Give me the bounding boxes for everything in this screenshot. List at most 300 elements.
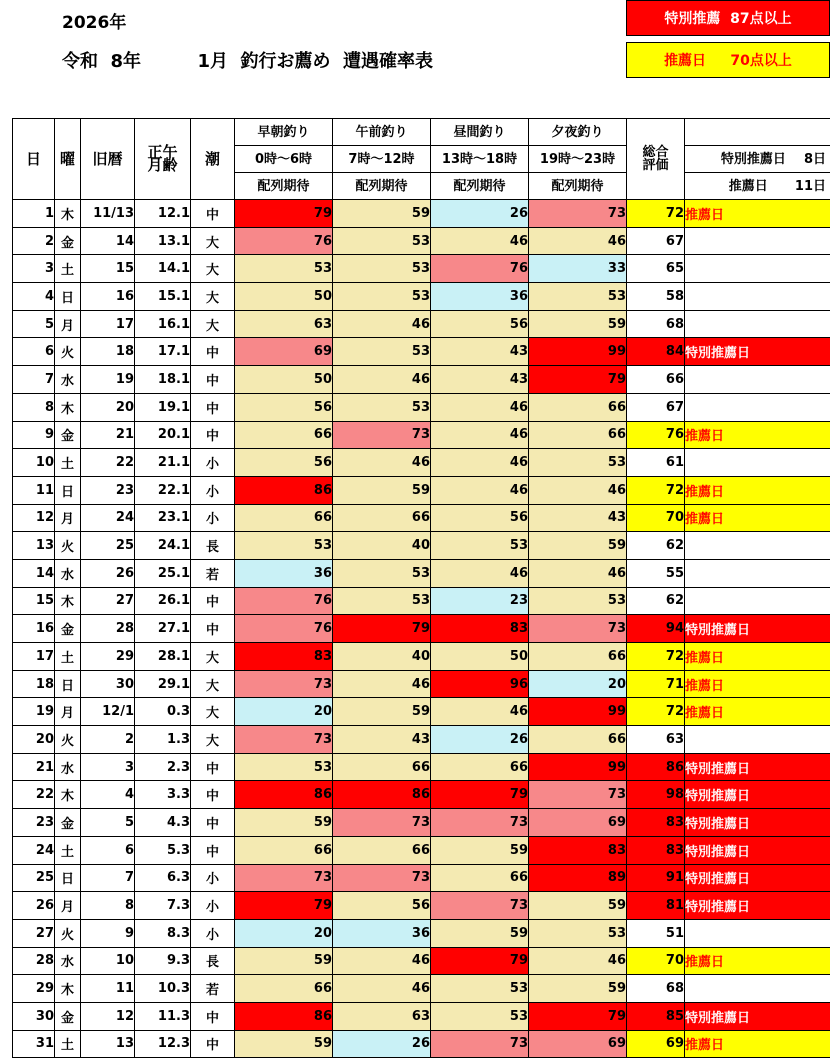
- score-cell: 59: [529, 310, 627, 338]
- table-row: [13, 1002, 830, 1030]
- period-hours-morning: 7時〜12時: [333, 146, 431, 173]
- table-row: [13, 643, 830, 671]
- score-cell: 66: [529, 393, 627, 421]
- tide-cell: 長: [191, 947, 235, 975]
- moon-age-cell: 10.3: [135, 975, 191, 1003]
- period-expect-morning: 配列期待: [333, 173, 431, 200]
- moon-age-cell: 13.1: [135, 227, 191, 255]
- score-cell: 53: [333, 393, 431, 421]
- weekday-cell: 土: [55, 255, 81, 283]
- table-row: [13, 421, 830, 449]
- tide-cell: 小: [191, 504, 235, 532]
- recommendation-cell: [685, 366, 830, 394]
- lunar-date-cell: 11: [81, 975, 135, 1003]
- recommendation-cell: [685, 227, 830, 255]
- lunar-date-cell: 8: [81, 892, 135, 920]
- day-cell: 10: [13, 449, 55, 477]
- score-cell: 59: [431, 919, 529, 947]
- period-name-daytime: 昼間釣り: [431, 119, 529, 146]
- score-cell: 53: [431, 975, 529, 1003]
- score-cell: 73: [529, 615, 627, 643]
- score-cell: 66: [333, 836, 431, 864]
- day-cell: 2: [13, 227, 55, 255]
- lunar-date-cell: 12/1: [81, 698, 135, 726]
- tide-cell: 中: [191, 1030, 235, 1058]
- tide-cell: 中: [191, 836, 235, 864]
- lunar-date-cell: 24: [81, 504, 135, 532]
- moon-age-cell: 12.3: [135, 1030, 191, 1058]
- total-score-cell: 83: [627, 809, 685, 837]
- recommendation-cell: 推薦日: [685, 947, 830, 975]
- score-cell: 46: [431, 449, 529, 477]
- score-cell: 53: [333, 587, 431, 615]
- lunar-date-cell: 7: [81, 864, 135, 892]
- score-cell: 26: [333, 1030, 431, 1058]
- tide-cell: 小: [191, 449, 235, 477]
- moon-age-cell: 0.3: [135, 698, 191, 726]
- lunar-date-cell: 28: [81, 615, 135, 643]
- table-row: [13, 338, 830, 366]
- score-cell: 86: [235, 1002, 333, 1030]
- table-row: [13, 698, 830, 726]
- moon-age-cell: 6.3: [135, 864, 191, 892]
- lunar-date-cell: 15: [81, 255, 135, 283]
- total-score-cell: 69: [627, 1030, 685, 1058]
- table-row: [13, 449, 830, 477]
- score-cell: 46: [333, 366, 431, 394]
- score-cell: 76: [431, 255, 529, 283]
- table-row: [13, 975, 830, 1003]
- score-cell: 46: [333, 947, 431, 975]
- total-score-cell: 51: [627, 919, 685, 947]
- moon-age-cell: 19.1: [135, 393, 191, 421]
- score-cell: 46: [529, 227, 627, 255]
- weekday-cell: 土: [55, 643, 81, 671]
- day-cell: 20: [13, 726, 55, 754]
- recommendation-cell: 推薦日: [685, 200, 830, 228]
- tide-cell: 大: [191, 227, 235, 255]
- score-cell: 46: [431, 559, 529, 587]
- score-cell: 89: [529, 864, 627, 892]
- period-name-evening: 夕夜釣り: [529, 119, 627, 146]
- moon-age-cell: 3.3: [135, 781, 191, 809]
- score-cell: 46: [529, 947, 627, 975]
- score-cell: 66: [333, 504, 431, 532]
- score-cell: 66: [529, 421, 627, 449]
- score-cell: 73: [235, 670, 333, 698]
- score-cell: 50: [235, 283, 333, 311]
- day-cell: 28: [13, 947, 55, 975]
- table-row: [13, 947, 830, 975]
- lunar-date-cell: 25: [81, 532, 135, 560]
- recommendation-cell: [685, 919, 830, 947]
- score-cell: 99: [529, 338, 627, 366]
- score-cell: 73: [431, 892, 529, 920]
- period-hours-early: 0時〜6時: [235, 146, 333, 173]
- day-cell: 17: [13, 643, 55, 671]
- score-cell: 86: [235, 476, 333, 504]
- weekday-cell: 火: [55, 532, 81, 560]
- score-cell: 69: [235, 338, 333, 366]
- tide-cell: 小: [191, 864, 235, 892]
- tide-cell: 中: [191, 809, 235, 837]
- score-cell: 36: [431, 283, 529, 311]
- score-cell: 46: [333, 975, 431, 1003]
- score-cell: 46: [431, 393, 529, 421]
- score-cell: 79: [431, 781, 529, 809]
- recommendation-cell: [685, 559, 830, 587]
- moon-age-cell: 8.3: [135, 919, 191, 947]
- recommendation-cell: [685, 726, 830, 754]
- lunar-date-cell: 19: [81, 366, 135, 394]
- recommendation-cell: 特別推薦日: [685, 781, 830, 809]
- tide-cell: 小: [191, 892, 235, 920]
- score-cell: 66: [235, 836, 333, 864]
- day-cell: 30: [13, 1002, 55, 1030]
- score-cell: 76: [235, 587, 333, 615]
- score-cell: 53: [431, 532, 529, 560]
- table-row: [13, 227, 830, 255]
- score-cell: 66: [529, 726, 627, 754]
- score-cell: 20: [235, 698, 333, 726]
- score-cell: 59: [235, 1030, 333, 1058]
- tide-cell: 若: [191, 975, 235, 1003]
- tide-cell: 中: [191, 200, 235, 228]
- moon-age-cell: 28.1: [135, 643, 191, 671]
- total-score-cell: 62: [627, 587, 685, 615]
- score-cell: 50: [431, 643, 529, 671]
- total-line1: 総合: [642, 145, 668, 160]
- header-year: 2026年: [62, 8, 126, 33]
- recommendation-cell: 推薦日: [685, 670, 830, 698]
- table-row: [13, 366, 830, 394]
- score-cell: 56: [235, 393, 333, 421]
- score-cell: 66: [431, 864, 529, 892]
- lunar-date-cell: 21: [81, 421, 135, 449]
- tide-cell: 中: [191, 1002, 235, 1030]
- moon-age-cell: 27.1: [135, 615, 191, 643]
- score-cell: 66: [431, 753, 529, 781]
- total-score-cell: 72: [627, 476, 685, 504]
- tide-cell: 中: [191, 421, 235, 449]
- recommendation-cell: [685, 255, 830, 283]
- day-cell: 8: [13, 393, 55, 421]
- lunar-date-cell: 5: [81, 809, 135, 837]
- table-row: [13, 919, 830, 947]
- recommendation-cell: [685, 393, 830, 421]
- score-cell: 73: [529, 200, 627, 228]
- tide-cell: 中: [191, 781, 235, 809]
- recommendation-cell: [685, 283, 830, 311]
- weekday-cell: 月: [55, 698, 81, 726]
- score-cell: 59: [333, 476, 431, 504]
- lunar-date-cell: 22: [81, 449, 135, 477]
- table-row: [13, 587, 830, 615]
- lunar-date-cell: 11/13: [81, 200, 135, 228]
- lunar-date-cell: 2: [81, 726, 135, 754]
- moon-age-cell: 26.1: [135, 587, 191, 615]
- score-cell: 53: [529, 283, 627, 311]
- weekday-cell: 日: [55, 476, 81, 504]
- score-cell: 73: [235, 726, 333, 754]
- score-cell: 66: [235, 504, 333, 532]
- weekday-cell: 日: [55, 283, 81, 311]
- score-cell: 53: [333, 227, 431, 255]
- weekday-cell: 月: [55, 504, 81, 532]
- period-name-morning: 午前釣り: [333, 119, 431, 146]
- lunar-date-cell: 18: [81, 338, 135, 366]
- moon-age-cell: 21.1: [135, 449, 191, 477]
- weekday-cell: 水: [55, 366, 81, 394]
- period-hours-evening: 19時〜23時: [529, 146, 627, 173]
- tide-cell: 中: [191, 615, 235, 643]
- score-cell: 53: [431, 1002, 529, 1030]
- day-cell: 16: [13, 615, 55, 643]
- score-cell: 76: [235, 227, 333, 255]
- period-expect-early: 配列期待: [235, 173, 333, 200]
- recommendation-cell: [685, 449, 830, 477]
- total-score-cell: 61: [627, 449, 685, 477]
- day-cell: 5: [13, 310, 55, 338]
- tide-cell: 大: [191, 283, 235, 311]
- total-score-cell: 70: [627, 504, 685, 532]
- score-cell: 73: [431, 809, 529, 837]
- weekday-cell: 金: [55, 1002, 81, 1030]
- col-header-moon-age: [135, 119, 191, 200]
- col-header-weekday: 曜: [55, 119, 81, 200]
- total-score-cell: 68: [627, 975, 685, 1003]
- weekday-cell: 水: [55, 947, 81, 975]
- recommendation-cell: 推薦日: [685, 1030, 830, 1058]
- total-score-cell: 81: [627, 892, 685, 920]
- score-cell: 43: [333, 726, 431, 754]
- col-header-total: [627, 119, 685, 200]
- score-cell: 83: [529, 836, 627, 864]
- recommendation-cell: [685, 310, 830, 338]
- weekday-cell: 木: [55, 200, 81, 228]
- score-cell: 53: [235, 532, 333, 560]
- moon-age-cell: 29.1: [135, 670, 191, 698]
- weekday-cell: 木: [55, 587, 81, 615]
- moon-age-cell: 16.1: [135, 310, 191, 338]
- score-cell: 86: [333, 781, 431, 809]
- score-cell: 23: [431, 587, 529, 615]
- recommendation-cell: [685, 532, 830, 560]
- total-score-cell: 91: [627, 864, 685, 892]
- tide-cell: 長: [191, 532, 235, 560]
- table-row: [13, 892, 830, 920]
- total-score-cell: 98: [627, 781, 685, 809]
- total-score-cell: 65: [627, 255, 685, 283]
- legend-recommended: 推薦日 70点以上: [626, 42, 830, 78]
- score-cell: 73: [431, 1030, 529, 1058]
- tide-cell: 中: [191, 753, 235, 781]
- weekday-cell: 木: [55, 393, 81, 421]
- period-hours-daytime: 13時〜18時: [431, 146, 529, 173]
- recommendation-cell: 推薦日: [685, 643, 830, 671]
- weekday-cell: 土: [55, 449, 81, 477]
- score-cell: 79: [431, 947, 529, 975]
- day-cell: 27: [13, 919, 55, 947]
- summary-cell-top: [685, 119, 830, 146]
- score-cell: 46: [431, 421, 529, 449]
- table-row: [13, 836, 830, 864]
- day-cell: 21: [13, 753, 55, 781]
- table-row: [13, 615, 830, 643]
- tide-cell: 中: [191, 338, 235, 366]
- score-cell: 53: [529, 587, 627, 615]
- lunar-date-cell: 26: [81, 559, 135, 587]
- lunar-date-cell: 13: [81, 1030, 135, 1058]
- page-title: 令和 8年 1月 釣行お薦め 遭遇確率表: [62, 47, 433, 73]
- recommendation-cell: 推薦日: [685, 698, 830, 726]
- tide-cell: 大: [191, 255, 235, 283]
- score-cell: 66: [529, 643, 627, 671]
- score-cell: 53: [333, 283, 431, 311]
- day-cell: 23: [13, 809, 55, 837]
- table-row: [13, 476, 830, 504]
- score-cell: 66: [235, 975, 333, 1003]
- weekday-cell: 火: [55, 919, 81, 947]
- moon-age-cell: 1.3: [135, 726, 191, 754]
- recommendation-cell: 特別推薦日: [685, 338, 830, 366]
- table-row: [13, 255, 830, 283]
- lunar-date-cell: 20: [81, 393, 135, 421]
- lunar-date-cell: 30: [81, 670, 135, 698]
- score-cell: 46: [333, 449, 431, 477]
- lunar-date-cell: 4: [81, 781, 135, 809]
- total-score-cell: 58: [627, 283, 685, 311]
- col-header-day: 日: [13, 119, 55, 200]
- score-cell: 46: [431, 227, 529, 255]
- score-cell: 46: [333, 310, 431, 338]
- score-cell: 46: [333, 670, 431, 698]
- score-cell: 53: [235, 753, 333, 781]
- recommendation-cell: [685, 587, 830, 615]
- moon-age-cell: 7.3: [135, 892, 191, 920]
- tide-cell: 中: [191, 393, 235, 421]
- score-cell: 36: [235, 559, 333, 587]
- score-cell: 73: [333, 864, 431, 892]
- moon-age-cell: 4.3: [135, 809, 191, 837]
- recommendation-cell: 推薦日: [685, 421, 830, 449]
- col-header-tide: 潮: [191, 119, 235, 200]
- total-score-cell: 72: [627, 698, 685, 726]
- recommendation-cell: 特別推薦日: [685, 1002, 830, 1030]
- moon-age-cell: 24.1: [135, 532, 191, 560]
- legend-special: 特別推薦 87点以上: [626, 0, 830, 36]
- day-cell: 25: [13, 864, 55, 892]
- score-cell: 26: [431, 200, 529, 228]
- weekday-cell: 金: [55, 615, 81, 643]
- total-score-cell: 84: [627, 338, 685, 366]
- recommendation-cell: 推薦日: [685, 476, 830, 504]
- total-line2: 評価: [642, 158, 668, 173]
- score-cell: 96: [431, 670, 529, 698]
- total-score-cell: 67: [627, 227, 685, 255]
- summary-recommended-count: 推薦日 11日: [685, 173, 830, 200]
- total-score-cell: 63: [627, 726, 685, 754]
- score-cell: 59: [333, 200, 431, 228]
- moon-age-cell: 12.1: [135, 200, 191, 228]
- tide-cell: 大: [191, 726, 235, 754]
- total-score-cell: 66: [627, 366, 685, 394]
- score-cell: 56: [235, 449, 333, 477]
- score-cell: 59: [529, 532, 627, 560]
- period-expect-daytime: 配列期待: [431, 173, 529, 200]
- tide-cell: 小: [191, 919, 235, 947]
- score-cell: 53: [333, 255, 431, 283]
- recommendation-cell: 特別推薦日: [685, 809, 830, 837]
- moon-age-line1: 正午: [147, 143, 177, 161]
- lunar-date-cell: 10: [81, 947, 135, 975]
- score-cell: 59: [333, 698, 431, 726]
- total-score-cell: 94: [627, 615, 685, 643]
- recommendation-cell: [685, 975, 830, 1003]
- table-row: [13, 283, 830, 311]
- weekday-cell: 土: [55, 1030, 81, 1058]
- tide-cell: 中: [191, 587, 235, 615]
- day-cell: 31: [13, 1030, 55, 1058]
- day-cell: 24: [13, 836, 55, 864]
- score-cell: 43: [431, 338, 529, 366]
- moon-age-cell: 25.1: [135, 559, 191, 587]
- lunar-date-cell: 27: [81, 587, 135, 615]
- table-row: [13, 864, 830, 892]
- tide-cell: 大: [191, 670, 235, 698]
- score-cell: 59: [431, 836, 529, 864]
- day-cell: 1: [13, 200, 55, 228]
- score-cell: 56: [431, 504, 529, 532]
- table-row: [13, 753, 830, 781]
- moon-age-cell: 9.3: [135, 947, 191, 975]
- lunar-date-cell: 9: [81, 919, 135, 947]
- score-cell: 99: [529, 698, 627, 726]
- table-row: [13, 809, 830, 837]
- moon-age-cell: 17.1: [135, 338, 191, 366]
- total-score-cell: 71: [627, 670, 685, 698]
- score-cell: 59: [235, 809, 333, 837]
- table-row: [13, 670, 830, 698]
- day-cell: 15: [13, 587, 55, 615]
- score-cell: 50: [235, 366, 333, 394]
- day-cell: 29: [13, 975, 55, 1003]
- recommendation-cell: 特別推薦日: [685, 892, 830, 920]
- table-body: [13, 200, 830, 1058]
- score-cell: 53: [333, 559, 431, 587]
- score-cell: 73: [333, 421, 431, 449]
- score-cell: 33: [529, 255, 627, 283]
- score-cell: 63: [333, 1002, 431, 1030]
- score-cell: 73: [333, 809, 431, 837]
- table-row: [13, 559, 830, 587]
- total-score-cell: 55: [627, 559, 685, 587]
- score-cell: 73: [235, 864, 333, 892]
- score-cell: 26: [431, 726, 529, 754]
- total-score-cell: 68: [627, 310, 685, 338]
- score-cell: 99: [529, 753, 627, 781]
- day-cell: 3: [13, 255, 55, 283]
- tide-cell: 大: [191, 698, 235, 726]
- total-score-cell: 70: [627, 947, 685, 975]
- summary-special-count: 特別推薦日 8日: [685, 146, 830, 173]
- weekday-cell: 土: [55, 836, 81, 864]
- moon-age-cell: 14.1: [135, 255, 191, 283]
- recommendation-cell: 特別推薦日: [685, 836, 830, 864]
- score-cell: 79: [529, 366, 627, 394]
- period-expect-evening: 配列期待: [529, 173, 627, 200]
- score-cell: 46: [431, 698, 529, 726]
